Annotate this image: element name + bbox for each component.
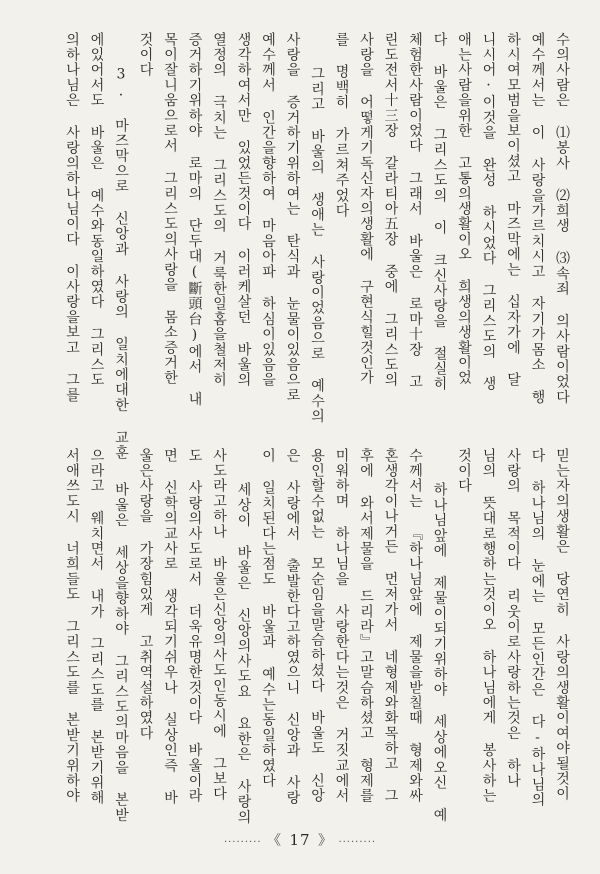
text-line: 사랑을 증거하기위하여는 탄식과 눈물이있음으로	[284, 32, 301, 403]
text-line: 님의 뜻대로행하는것이오 하나님에게 봉사하는	[480, 448, 497, 804]
text-line: 바울은 세상을향하야 그리스도의마음을 본받	[113, 448, 129, 823]
text-line: 3. 마즈막으로 신앙과 사랑의 일치에대한 교훈	[113, 32, 129, 461]
text-line: 체험한사람이었다 그래서 바울은 로마十장 고	[407, 32, 423, 390]
text-line: 도 사랑의사도로서 더욱유명한것이다 바울이라	[186, 448, 203, 804]
text-line: 사랑의 목적이다 리웃이로사랑하는것은 하나	[505, 448, 521, 789]
footer-left-dots: ·········	[223, 837, 262, 848]
text-line: 이 일치된다는점도 바울과 예수는동일하였다	[260, 448, 276, 789]
text-line: 다 하나님의 눈에는 모든인간은 다-하나님의	[529, 448, 546, 808]
text-line: 예수께서는 이 사랑을가르치시고 자기가몸소 행	[529, 32, 546, 405]
text-line: 면 신학의교사로 생각되기쉬우나 실상인즉 바	[162, 448, 178, 806]
text-line: 하시여모범을보이셨고 마즈막에는 십자가에 달	[505, 32, 521, 388]
text-line: 세상이 바울은 신앙의사도요 요한은 사랑의	[235, 448, 252, 825]
lower-text-block	[60, 448, 575, 844]
text-line: 믿는자의생활은 당연히 사랑의생활이여야될것이	[554, 448, 570, 802]
text-line: 혼생각이나거든 먼저가서 네형제와화목하고 그	[382, 448, 399, 804]
text-line: 예수께서 인간을향하여 마음아파 하심이있음을	[260, 32, 276, 388]
footer-left-bracket: 《	[267, 833, 282, 849]
text-line: 의하나님은 사랑의하나님이다 이사랑을보고 그를	[64, 32, 80, 403]
text-line: 용인할수없는 모순임을말슴하셨다 바울도 신앙	[309, 448, 325, 804]
upper-text-block	[60, 32, 575, 461]
text-line: 린도전서十三장 갈라티아五장 중에 그리스도의	[382, 32, 399, 388]
text-line: 열정의 극치는 그리스도의 거룩한일홈을철저히	[211, 32, 227, 388]
text-line: 에있어서도 바울은 예수와동일하였다 그리스도	[88, 32, 105, 388]
text-line: 서애쓰도시 너희들도 그리스도를 본받기위하야	[64, 448, 80, 804]
text-line: 애는사람을위한 고통의생활이오 희생의생활이었	[456, 32, 472, 386]
text-line: 울은사랑을 가장힘있게 고취역설하였다	[137, 448, 154, 741]
text-line: 것이다	[137, 32, 154, 78]
text-line: 니시어·이것을 완성 하시었다 그리스도의 생	[480, 32, 497, 392]
text-line: 다 바울은 그리스도의 이 크신사랑을 절실히	[431, 32, 448, 392]
page-number: 17	[289, 831, 311, 849]
footer-right-dots: ·········	[338, 837, 377, 848]
text-line: 생각하여서만 있었든것이다 이러케살던 바울의	[235, 32, 252, 388]
text-line: 하나님앞에 제물이되기위하야 세상에오신 예	[431, 448, 448, 823]
text-line: 후에 와서제물을 드리라』고말슴하셨고 형제를	[358, 448, 374, 804]
footer-right-bracket: 》	[318, 833, 333, 849]
text-line: 미워하며 하나님을 사랑한다는것은 거짓교에서	[333, 448, 350, 804]
text-line: 사랑을 어떻게기독신자의생활에 구현식힐것인가	[358, 32, 374, 386]
text-line: 으라고 웨치면서 내가 그리스도를 본받기위해	[88, 448, 105, 806]
text-line: 것이다	[456, 448, 472, 494]
text-line: 그리고 바울의 생애는 사랑이었음으로 예수의	[309, 32, 325, 424]
text-line: 은 사랑에서 출발한다고하였으니 신앙과 사랑	[284, 448, 301, 806]
text-line: 사도라고하나 바울은신앙의사도인동시에 그보다	[211, 448, 227, 802]
text-line: 수께서는 『하나님앞에 제물을받칠때 형제와싸	[407, 448, 423, 804]
text-line: 목이잘니움으로서 그리스도의사랑을 몸소증거한	[162, 32, 178, 386]
text-line: 를 명백히 가르쳐주었다	[333, 32, 350, 219]
text-line: 증거하기위하야 로마의 단두대(斷頭台)에서 내	[186, 32, 203, 407]
page-footer	[0, 830, 600, 850]
text-line: 수의사람은 ⑴봉사 ⑵희생 ⑶속죄 의사람이었다	[554, 32, 570, 405]
